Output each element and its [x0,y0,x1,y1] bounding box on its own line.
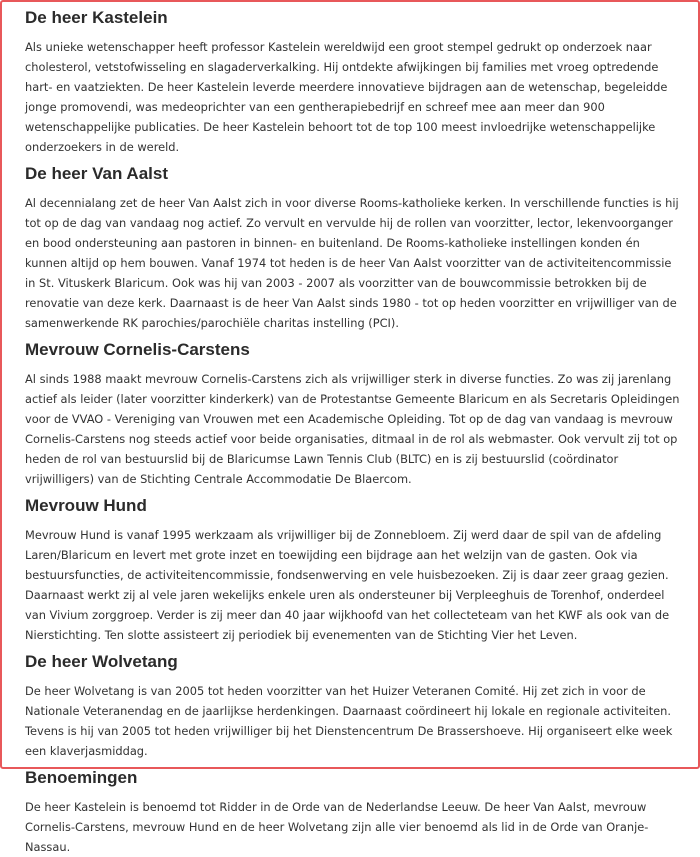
section-heading: Mevrouw Cornelis-Carstens [25,340,250,359]
section-paragraph: De heer Kastelein is benoemd tot Ridder in de Orde van de Nederlandse Leeuw. De heer Van Aalst, mevrouw Cornelis-Carstens, mevrouw Hund en de heer Wolvetang zijn alle vier benoemd als lid in de Orde van Oranje-Nassau. [25,800,649,854]
section-heading: De heer Kastelein [25,8,168,27]
section-wolvetang [25,652,684,761]
section-van-aalst [25,164,684,333]
section-benoemingen [25,768,684,857]
section-heading: De heer Van Aalst [25,164,168,183]
section-cornelis-carstens [25,340,684,489]
section-hund [25,496,684,645]
section-paragraph: Als unieke wetenschapper heeft professor Kastelein wereldwijd een groot stempel gedrukt op onderzoek naar cholesterol, vetstofwisseling en slagaderverkalking. Hij ontdekte afwijkingen bij families met vroeg optredende hart- en vaatziekten. De heer Kastelein leverde meerdere innovatieve bijdragen aan de wetenschap, begeleidde jonge promovendi, was medeoprichter van een gentherapiebedrijf en schreef mee aan meer dan 900 wetenschappelijke publicaties. De heer Kastelein behoort tot de top 100 meest invloedrijke wetenschappelijke onderzoekers in de wereld. [25,40,668,154]
section-paragraph: Al sinds 1988 maakt mevrouw Cornelis-Carstens zich als vrijwilliger sterk in diverse functies. Zo was zij jarenlang actief als leider (later voorzitter kinderkerk) van de Protestantse Gemeente Blaricum en als Secretaris Opleidingen voor de VVAO - Vereniging van Vrouwen met een Academische Opleiding. Tot op de dag van vandaag is mevrouw Cornelis-Carstens nog steeds actief voor beide organisaties, ditmaal in de rol als webmaster. Ook vervult zij tot op heden de rol van bestuurslid bij de Blaricumse Lawn Tennis Club (BLTC) en is zij bestuurslid (coördinator vrijwilligers) van de Stichting Centrale Accommodatie De Blaercom. [25,372,680,486]
section-paragraph: De heer Wolvetang is van 2005 tot heden voorzitter van het Huizer Veteranen Comité. Hij zet zich in voor de Nationale Veteranendag en de jaarlijkse herdenkingen. Daarnaast coördineert hij lokale en regionale activiteiten. Tevens is hij van 2005 tot heden vrijwilliger bij het Dienstencentrum De Brassershoeve. Hij organiseert elke week een klaverjasmiddag. [25,684,673,758]
section-paragraph: Mevrouw Hund is vanaf 1995 werkzaam als vrijwilliger bij de Zonnebloem. Zij werd daar de spil van de afdeling Laren/Blaricum en levert met grote inzet en toewijding een bijdrage aan het welzijn van de gasten. Ook via bestuursfuncties, de activiteitencommissie, fondsenwerving en vele huisbezoeken. Zij is daar zeer graag gezien. Daarnaast werkt zij al vele jaren wekelijks enkele uren als ondersteuner bij Verpleeghuis de Torenhof, onderdeel van Vivium zorggroep. Verder is zij meer dan 40 jaar wijkhoofd van het collecteteam van het KWF als ook van de Nierstichting. Ten slotte assisteert zij periodiek bij evenementen van de Stichting Vier het Leven. [25,528,670,642]
section-kastelein [25,8,684,157]
section-heading: De heer Wolvetang [25,652,178,671]
section-heading: Benoemingen [25,768,138,787]
section-heading: Mevrouw Hund [25,496,147,515]
section-paragraph: Al decennialang zet de heer Van Aalst zich in voor diverse Rooms-katholieke kerken. In verschillende functies is hij tot op de dag van vandaag nog actief. Zo vervult en vervulde hij de rollen van voorzitter, lector, lekenvoorganger en bood ondersteuning aan pastoren in binnen- en buitenland. De Rooms-katholieke instellingen konden én kunnen altijd op hem bouwen. Vanaf 1974 tot heden is de heer Van Aalst voorzitter van de activiteitencommissie in St. Vituskerk Blaricum. Ook was hij van 2003 - 2007 als voorzitter van de bouwcommissie betrokken bij de renovatie van deze kerk. Daarnaast is de heer Van Aalst sinds 1980 - tot op heden voorzitter en vrijwilliger van de samenwerkende RK parochies/parochiële charitas instelling (PCI). [25,196,679,330]
